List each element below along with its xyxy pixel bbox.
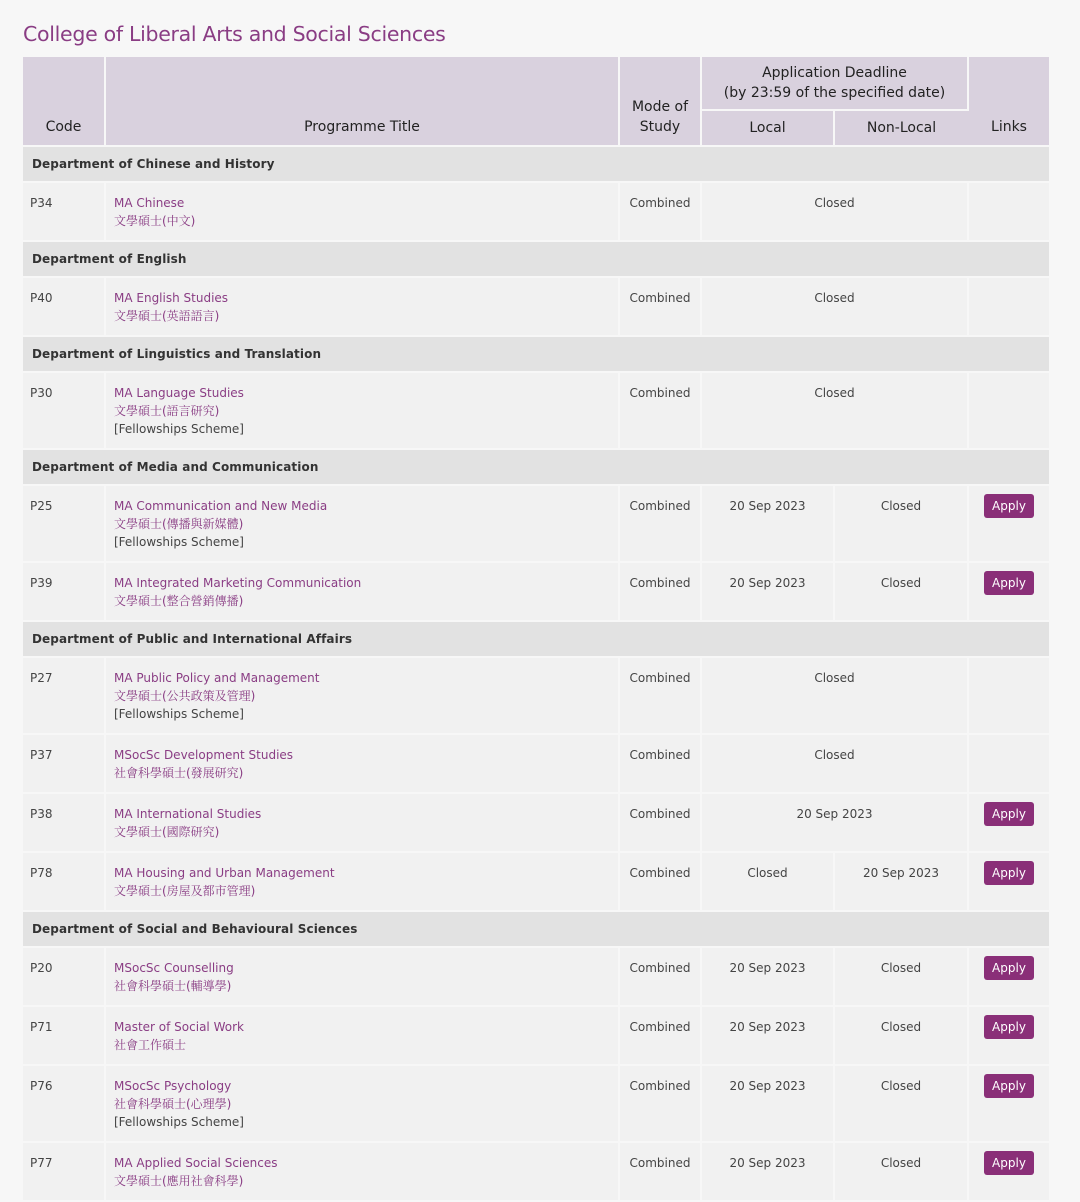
header-programme-title: Programme Title: [105, 57, 619, 146]
department-name: Department of English: [23, 241, 1049, 277]
links-cell: [968, 793, 1049, 852]
department-name: Department of Chinese and History: [23, 146, 1049, 182]
header-application-deadline: [701, 57, 968, 110]
apply-button[interactable]: Apply: [984, 802, 1034, 826]
links-cell: [968, 947, 1049, 1006]
table-row: [23, 1006, 1049, 1065]
programme-title-en-link[interactable]: MA Integrated Marketing Communication: [114, 576, 362, 590]
programme-code: P77: [23, 1142, 105, 1201]
programme-title-en-link[interactable]: MA Housing and Urban Management: [114, 866, 335, 880]
apply-button[interactable]: Apply: [984, 571, 1034, 595]
header-mode-line1: Mode of: [631, 99, 689, 115]
programme-title-zh-link[interactable]: 文學碩士(公共政策及管理): [114, 689, 256, 703]
table-row: [23, 734, 1049, 793]
department-name: Department of Public and International Affairs: [23, 621, 1049, 657]
programme-title-zh-link[interactable]: 社會科學碩士(心理學): [114, 1097, 232, 1111]
programme-title-cell: [105, 182, 619, 241]
table-row: [23, 277, 1049, 336]
mode-of-study: Combined: [619, 485, 701, 562]
mode-of-study: Combined: [619, 372, 701, 449]
programme-title-en-link[interactable]: MSocSc Counselling: [114, 961, 234, 975]
deadline-local: Closed: [701, 852, 834, 911]
links-cell: [968, 852, 1049, 911]
links-cell: [968, 657, 1049, 734]
programme-title-en-link[interactable]: MA Applied Social Sciences: [114, 1156, 278, 1170]
table-row: [23, 1142, 1049, 1201]
application-deadline: Closed: [701, 734, 968, 793]
programme-title-en-link[interactable]: MA English Studies: [114, 291, 229, 305]
apply-button[interactable]: Apply: [984, 861, 1034, 885]
department-row: [23, 241, 1049, 277]
programme-title-zh-link[interactable]: 文學碩士(應用社會科學): [114, 1174, 244, 1188]
programme-title-zh-link[interactable]: 文學碩士(英語語言): [114, 309, 220, 323]
header-deadline-line1: Application Deadline: [762, 65, 907, 81]
application-deadline: Closed: [701, 657, 968, 734]
programme-title-cell: [105, 793, 619, 852]
programme-title-zh-link[interactable]: 文學碩士(整合營銷傳播): [114, 594, 244, 608]
mode-of-study: Combined: [619, 277, 701, 336]
programme-title-en-link[interactable]: MA Language Studies: [114, 386, 244, 400]
programme-title-cell: [105, 1142, 619, 1201]
deadline-non-local: 20 Sep 2023: [834, 852, 968, 911]
apply-button[interactable]: Apply: [984, 956, 1034, 980]
department-row: [23, 621, 1049, 657]
page-title: College of Liberal Arts and Social Sciences: [23, 22, 446, 46]
programme-title-zh-link[interactable]: 社會科學碩士(發展研究): [114, 766, 244, 780]
mode-of-study: Combined: [619, 182, 701, 241]
programme-code: P76: [23, 1065, 105, 1142]
links-cell: [968, 1006, 1049, 1065]
links-cell: [968, 182, 1049, 241]
links-cell: [968, 485, 1049, 562]
table-row: [23, 1065, 1049, 1142]
table-body: [23, 146, 1049, 1201]
programme-title-en-link[interactable]: MA Public Policy and Management: [114, 671, 320, 685]
programme-code: P71: [23, 1006, 105, 1065]
mode-of-study: Combined: [619, 657, 701, 734]
links-cell: [968, 734, 1049, 793]
programme-title-en-link[interactable]: MA Chinese: [114, 196, 185, 210]
deadline-local: 20 Sep 2023: [701, 1065, 834, 1142]
department-name: Department of Social and Behavioural Sciences: [23, 911, 1049, 947]
department-row: [23, 336, 1049, 372]
header-mode-line2: Study: [639, 119, 681, 135]
apply-button[interactable]: Apply: [984, 1151, 1034, 1175]
programme-title-cell: [105, 947, 619, 1006]
programme-title-zh-link[interactable]: 文學碩士(語言研究): [114, 404, 220, 418]
programme-code: P30: [23, 372, 105, 449]
programme-note: [Fellowships Scheme]: [114, 707, 244, 721]
programme-note: [Fellowships Scheme]: [114, 422, 244, 436]
links-cell: [968, 277, 1049, 336]
department-name: Department of Media and Communication: [23, 449, 1049, 485]
deadline-local: 20 Sep 2023: [701, 562, 834, 621]
programme-title-zh-link[interactable]: 文學碩士(傳播與新媒體): [114, 517, 244, 531]
table-row: [23, 657, 1049, 734]
deadline-local: 20 Sep 2023: [701, 485, 834, 562]
links-cell: [968, 1065, 1049, 1142]
deadline-non-local: Closed: [834, 1065, 968, 1142]
deadline-non-local: Closed: [834, 947, 968, 1006]
header-code: Code: [23, 57, 105, 146]
programme-code: P20: [23, 947, 105, 1006]
programme-title-en-link[interactable]: MSocSc Psychology: [114, 1079, 232, 1093]
programme-title-zh-link[interactable]: 文學碩士(中文): [114, 214, 196, 228]
programme-code: P40: [23, 277, 105, 336]
deadline-local: 20 Sep 2023: [701, 1142, 834, 1201]
apply-button[interactable]: Apply: [984, 494, 1034, 518]
table-row: [23, 852, 1049, 911]
mode-of-study: Combined: [619, 1065, 701, 1142]
apply-button[interactable]: Apply: [984, 1074, 1034, 1098]
programme-code: P39: [23, 562, 105, 621]
links-cell: [968, 372, 1049, 449]
table-row: [23, 182, 1049, 241]
deadline-non-local: Closed: [834, 1006, 968, 1065]
deadline-local: 20 Sep 2023: [701, 947, 834, 1006]
header-mode-of-study: [619, 57, 701, 146]
programme-code: P27: [23, 657, 105, 734]
programme-title-cell: [105, 734, 619, 793]
deadline-non-local: Closed: [834, 1142, 968, 1201]
programme-title-en-link[interactable]: MA Communication and New Media: [114, 499, 328, 513]
programme-title-zh-link[interactable]: 文學碩士(國際研究): [114, 825, 220, 839]
programme-title-cell: [105, 485, 619, 562]
application-deadline: Closed: [701, 372, 968, 449]
mode-of-study: Combined: [619, 562, 701, 621]
table-row: [23, 485, 1049, 562]
programme-title-cell: [105, 657, 619, 734]
links-cell: [968, 1142, 1049, 1201]
programme-title-cell: [105, 372, 619, 449]
programme-code: P78: [23, 852, 105, 911]
programme-note: [Fellowships Scheme]: [114, 1115, 244, 1129]
mode-of-study: Combined: [619, 852, 701, 911]
deadline-local: 20 Sep 2023: [701, 1006, 834, 1065]
programme-title-zh-link[interactable]: 社會工作碩士: [114, 1038, 187, 1052]
programme-title-zh-link[interactable]: 社會科學碩士(輔導學): [114, 979, 232, 993]
mode-of-study: Combined: [619, 734, 701, 793]
programme-code: P38: [23, 793, 105, 852]
table-row: [23, 372, 1049, 449]
programme-title-cell: [105, 1006, 619, 1065]
department-row: [23, 449, 1049, 485]
mode-of-study: Combined: [619, 947, 701, 1006]
table-row: [23, 947, 1049, 1006]
links-cell: [968, 562, 1049, 621]
programme-code: P25: [23, 485, 105, 562]
department-row: [23, 911, 1049, 947]
application-deadline: Closed: [701, 182, 968, 241]
deadline-non-local: Closed: [834, 485, 968, 562]
programme-table: [23, 57, 1049, 1202]
programme-code: P37: [23, 734, 105, 793]
programme-title-cell: [105, 562, 619, 621]
header-deadline-line2: (by 23:59 of the specified date): [723, 85, 946, 101]
deadline-non-local: Closed: [834, 562, 968, 621]
department-name: Department of Linguistics and Translation: [23, 336, 1049, 372]
programme-title-en-link[interactable]: Master of Social Work: [114, 1020, 244, 1034]
header-local: Local: [701, 110, 834, 146]
apply-button[interactable]: Apply: [984, 1015, 1034, 1039]
department-row: [23, 146, 1049, 182]
programme-title-cell: [105, 852, 619, 911]
mode-of-study: Combined: [619, 1142, 701, 1201]
programme-title-cell: [105, 1065, 619, 1142]
programme-title-cell: [105, 277, 619, 336]
programme-note: [Fellowships Scheme]: [114, 535, 244, 549]
application-deadline: Closed: [701, 277, 968, 336]
programme-title-zh-link[interactable]: 文學碩士(房屋及都市管理): [114, 884, 256, 898]
header-non-local: Non-Local: [834, 110, 968, 146]
mode-of-study: Combined: [619, 793, 701, 852]
programme-title-en-link[interactable]: MA International Studies: [114, 807, 262, 821]
mode-of-study: Combined: [619, 1006, 701, 1065]
table-header: [23, 57, 1049, 146]
header-links: Links: [968, 57, 1049, 146]
programme-code: P34: [23, 182, 105, 241]
table-row: [23, 562, 1049, 621]
programme-title-en-link[interactable]: MSocSc Development Studies: [114, 748, 294, 762]
table-row: [23, 793, 1049, 852]
application-deadline: 20 Sep 2023: [701, 793, 968, 852]
